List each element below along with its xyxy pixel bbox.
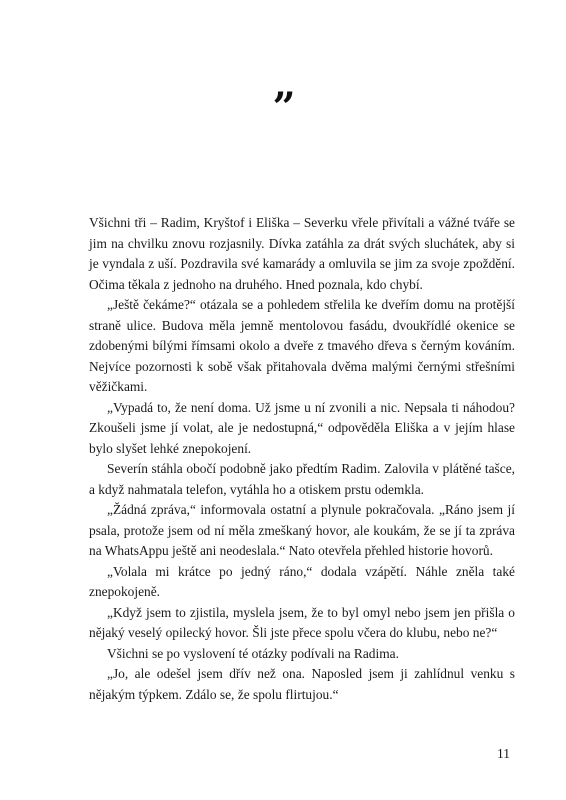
paragraph: „Volala mi krátce po jedný ráno,“ dodala vzápětí. Náhle zněla také znepokojeně. <box>89 563 515 599</box>
paragraph: „Když jsem to zjistila, myslela jsem, že to byl omyl nebo jsem jen přišla o nějaký veselý opilecký hovor. Šli jste přece spolu včera do klubu, nebo ne?“ <box>89 604 515 640</box>
paragraph: Všichni tři – Radim, Kryštof i Eliška – Severku vřele přivítali a vážné tváře se jim na chvilku znovu rozjasnily. Dívka zatáhla za drát svých sluchátek, aby si je vyndala z uší. Pozdravila své kamarády a omluvila se jim za svoje zpoždění. Očima těkala z jednoho na druhého. Hned poznala, kdo chybí. <box>89 215 515 292</box>
paragraph: „Jo, ale odešel jsem dřív než ona. Naposled jsem ji zahlídnul venku s nějakým týpkem. Zdálo se, že spolu flirtujou.“ <box>89 666 515 702</box>
body-text <box>89 213 515 705</box>
paragraph: „Ještě čekáme?“ otázala se a pohledem střelila ke dveřím domu na protější straně ulice. Budova měla jemně mentolovou fasádu, dvoukřídlé okenice se zdobenými bílými římsami okolo a dveře z tmavého dřeva s černým kováním. Nejvíce pozornosti k sobě však přitahovala dvěma malými černými střešními věžičkami. <box>89 297 515 394</box>
paragraph: Severín stáhla obočí podobně jako předtím Radim. Zalovila v plátěné tašce, a když nahmatala telefon, vytáhla ho a otiskem prstu odemkla. <box>89 461 515 497</box>
paragraph: Všichni se po vyslovení té otázky podívali na Radima. <box>107 645 399 661</box>
paragraph: „Žádná zpráva,“ informovala ostatní a plynule pokračovala. „Ráno jsem jí psala, protože jsem od ní měla zmeškaný hovor, ale koukám, že se jí ta zpráva na WhatsAppu ještě ani neodeslala.“ Nato otevřela přehled historie hovorů. <box>89 502 515 558</box>
chapter-opening-mark: ” <box>272 84 294 131</box>
page-number: 11 <box>497 746 510 761</box>
paragraph: „Vypadá to, že není doma. Už jsme u ní zvonili a nic. Nepsala ti náhodou? Zkoušeli jsme jí volat, ale je nedostupná,“ odpověděla Eliška a v jejím hlase bylo slyšet lehké znepokojení. <box>89 399 515 456</box>
